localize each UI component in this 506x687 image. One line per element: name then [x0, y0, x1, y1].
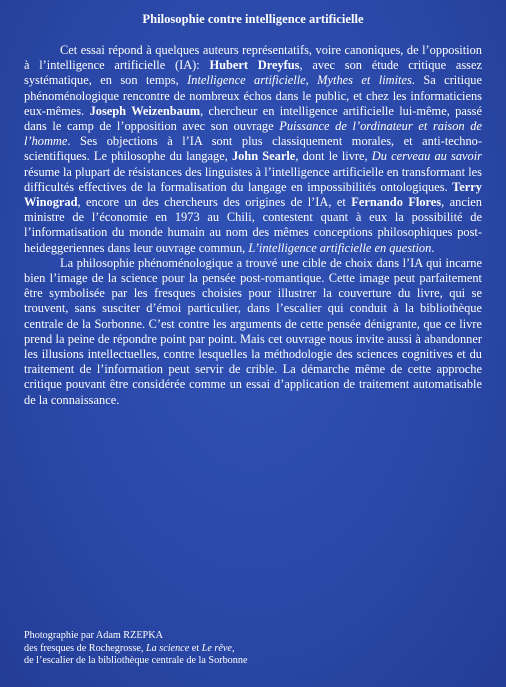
text-segment: et [189, 642, 202, 654]
caption-line-2 [24, 643, 484, 656]
text-segment: Cet essai répond à quelques auteurs représentatifs, voire canoniques, de l’opposition à l’intelligence artificielle (IA): [24, 43, 482, 73]
book-title: Puissance de l’ordinateur et raison de l’homme [24, 119, 482, 149]
book-title: L’intelligence artificielle en question [248, 240, 432, 255]
book-title: Intelligence artificielle, Mythes et limites [187, 73, 412, 88]
text-segment: . Sa critique phénoménologique rencontre de nombreux échos dans le public, et chez les informaticiens eux-mêmes. [24, 73, 482, 118]
book-title: Le rêve [201, 642, 232, 654]
text-segment: de l’escalier de la bibliothèque centrale de la Sorbonne [24, 655, 248, 667]
author-name: John Searle [231, 149, 296, 164]
text-segment: résume la plupart de résistances des linguistes à l’intelligence artificielle en transformant les difficultés effectives de la formalisation du langage en impossibilités ontologiques. [24, 164, 482, 194]
photo-credit [24, 630, 484, 668]
paragraph-1 [24, 43, 482, 256]
text-segment: Photographie par Adam RZEPKA [24, 630, 163, 641]
text-segment: . Ses objections à l’IA sont plus classiquement morales, et anti-techno-scientifiques. Le philosophe du langage, [24, 134, 482, 164]
author-name: Joseph Weizenbaum [89, 103, 201, 118]
page-title: Philosophie contre intelligence artificielle [142, 12, 364, 26]
text-segment: , [231, 642, 235, 654]
text-segment: , dont le livre, [295, 149, 372, 164]
text-segment: . [431, 240, 435, 255]
paragraph-2 [24, 256, 482, 408]
caption-line-3 [24, 655, 484, 668]
text-segment: des fresques de Rochegrosse, [24, 642, 146, 654]
author-name: Hubert Dreyfus [209, 58, 300, 73]
text-segment: , chercheur en intelligence artificielle lui-même, passé dans le camp de l’opposition avec son ouvrage [24, 103, 482, 134]
blurb-text [24, 43, 482, 408]
text-segment: , ancien ministre de l’économie en 1973 au Chili, contestent quant à eux la possibilité de l’informatisation du monde humain au nom des mêmes conceptions philosophiques post-heideggeriennes dans leur ouvrage commun, [24, 195, 482, 255]
author-name: Fernando Flores [351, 195, 442, 210]
book-title: La science [145, 642, 190, 654]
text-segment: , avec son étude critique assez systématique, en son temps, [24, 58, 482, 88]
caption-line-1 [24, 630, 484, 643]
text-segment: La philosophie phénoménologique a trouvé une cible de choix dans l’IA qui incarne bien l’image de la science pour la pensée post-romantique. Cette image peut parfaitement être symbolisée par les fresques choisies pour illustrer la couverture du livre, qui se trouvent, sans susciter d’émoi particulier, dans l’escalier qui conduit à la bibliothèque centrale de la Sorbonne. C’est contre les arguments de cette pensée dénigrante, que ce livre prend la peine de répondre point par point. Mais cet ouvrage nous invite aussi à abandonner les illusions intellectuelles, contre lesquelles la méthodologie des sciences cognitives et du traitement de l’information peut servir de crible. La démarche même de cette approche critique pouvant être considérée comme un essai d’application de traitement automatisable de la connaissance. [24, 255, 482, 407]
text-segment: , encore un des chercheurs des origines de l’IA, et [77, 195, 352, 210]
book-title: Du cerveau au savoir [371, 149, 482, 164]
author-name: Terry Winograd [24, 179, 482, 210]
